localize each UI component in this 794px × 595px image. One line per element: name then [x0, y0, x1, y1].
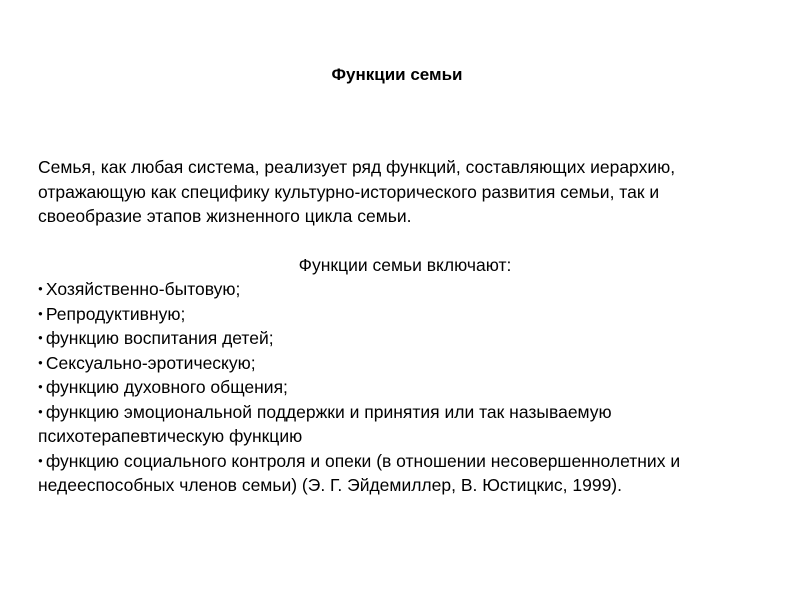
intro-paragraph: Семья, как любая система, реализует ряд функций, составляющих иерархию, отражающую как специфику культурно-исторического развития семьи, так и своеобразие этапов жизненного цикла семьи. — [38, 157, 676, 226]
list-item-text: Сексуально-эротическую; — [45, 352, 256, 373]
slide-title: Функции семьи — [331, 65, 463, 84]
bullet-icon: ● — [38, 308, 43, 318]
bullet-icon: ● — [38, 333, 43, 343]
list-item-text: функцию эмоциональной поддержки и принятия или так называемую психотерапевтическую функцию — [38, 401, 612, 446]
list-item — [38, 351, 778, 376]
bullet-icon: ● — [38, 284, 43, 294]
list-item — [38, 277, 778, 302]
bullet-icon: ● — [38, 382, 43, 392]
list-item — [38, 302, 778, 327]
list-item-text: Репродуктивную; — [45, 303, 186, 324]
bullet-icon: ● — [38, 406, 43, 416]
functions-list — [38, 277, 778, 498]
list-item-text: функцию духовного общения; — [45, 377, 288, 397]
bullet-icon: ● — [38, 357, 43, 367]
list-heading: Функции семьи включают: — [298, 255, 512, 275]
list-item — [38, 326, 778, 351]
list-item — [38, 400, 778, 449]
list-item — [38, 449, 778, 498]
bullet-icon: ● — [38, 455, 43, 465]
list-item-text: Хозяйственно-бытовую; — [45, 279, 241, 299]
list-item-text: функцию воспитания детей; — [45, 328, 274, 348]
list-item — [38, 375, 778, 400]
list-item-text: функцию социального контроля и опеки (в отношении несовершеннолетних и недееспособных членов семьи) (Э. Г. Эйдемиллер, В. Юстицкис, 1999). — [38, 450, 681, 495]
